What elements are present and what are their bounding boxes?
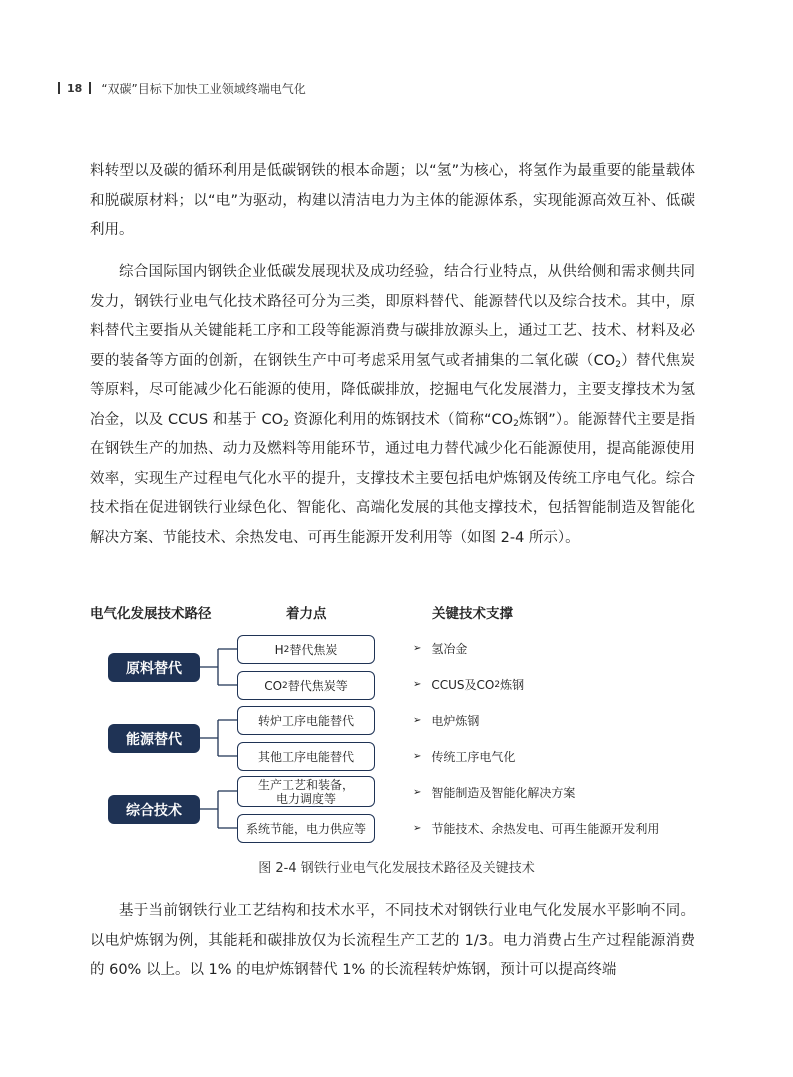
paragraph-2-part-d: 炼钢”）。能源替代主要是指在钢铁生产的加热、动力及燃料等用能环节，通过电力替代减少化石能源使用，提高能源使用效率，实现生产过程电气化水平的提升，支撑技术主要包括电炉炼钢及传统工序电气化。综合技术指在促进钢铁行业绿色化、智能化、高端化发展的其他支撑技术，包括智能制造及智能化解决方案、节能技术、余热发电、可再生能源开发利用等（如图 2-4 所示）。 (90, 411, 695, 546)
figure-caption: 图 2-4 钢铁行业电气化发展技术路径及关键技术 (258, 861, 535, 876)
category-raw-material: 原料替代 (108, 653, 200, 682)
tech-energy-saving-text: 节能技术、余热发电、可再生能源开发利用 (431, 822, 660, 836)
tech-traditional-text: 传统工序电气化 (431, 750, 516, 764)
paragraph-2-part-a: 综合国际国内钢铁企业低碳发展现状及成功经验，结合行业特点，从供给侧和需求侧共同发力，钢铁行业电气化技术路径可分为三类，即原料替代、能源替代以及综合技术。其中，原料替代主要指从关键能耗工序和工段等能源消费与碳排放源头上，通过工艺、技术、材料及必要的装备等方面的创新，在钢铁生产中可考虑采用氢气或者捕集的二氧化碳（CO (90, 264, 695, 369)
arrow-bullet-icon: ➢ (413, 751, 422, 762)
focus-co2-text: CO (264, 678, 283, 693)
focus-system-energy: 系统节能，电力供应等 (237, 814, 375, 843)
tech-traditional (413, 748, 515, 765)
tech-smart-manufacturing (413, 784, 575, 801)
header-tech-path: 电气化发展技术路径 (90, 606, 212, 622)
focus-process-equipment (237, 776, 375, 807)
tech-energy-saving (413, 820, 659, 837)
subscript-2: 2 (615, 359, 621, 370)
paragraph-3: 基于当前钢铁行业工艺结构和技术水平，不同技术对钢铁行业电气化发展水平影响不同。以电炉炼钢为例，其能耗和碳排放仅为长流程生产工艺的 1/3。电力消费占生产过程能源消费的 60% 以上。以 1% 的电炉炼钢替代 1% 的长流程转炉炼钢，预计可以提高终端 (90, 903, 695, 978)
paragraph-2-part-c: 资源化利用的炼钢技术（简称“CO (288, 411, 514, 428)
subscript-2: 2 (513, 418, 519, 429)
tech-eaf-text: 电炉炼钢 (431, 714, 480, 728)
focus-process-line1: 生产工艺和装备， (257, 777, 354, 792)
focus-process-line2: 电力调度等 (275, 791, 336, 806)
focus-co2-coke: CO 2 替代焦炭等 (237, 671, 375, 700)
focus-converter: 转炉工序电能替代 (237, 706, 375, 735)
paragraph-2-part-b: ）替代焦炭等原料，尽可能减少化石能源的使用，降低碳排放，挖掘电气化发展潜力，主要支撑技术为氢冶金，以及 CCUS 和基于 CO (90, 352, 695, 428)
arrow-bullet-icon: ➢ (413, 643, 422, 654)
tech-ccus: ➢ CCUS及CO 2 炼钢 (413, 678, 525, 692)
header-key-tech: 关键技术支撑 (432, 606, 513, 622)
paragraph-1: 料转型以及碳的循环利用是低碳钢铁的根本命题；以“氢”为核心，将氢作为最重要的能量载体和脱碳原材料；以“电”为驱动，构建以清洁电力为主体的能源体系，实现能源高效互补、低碳利用。 (90, 163, 695, 238)
arrow-bullet-icon: ➢ (413, 823, 422, 834)
subscript-2: 2 (283, 418, 289, 429)
focus-other-process: 其他工序电能替代 (237, 742, 375, 771)
header-title: “双碳”目标下加快工业领域终端电气化 (101, 81, 306, 96)
category-integrated: 综合技术 (108, 795, 200, 824)
header-focus: 着力点 (286, 606, 327, 622)
tech-ccus-text: CCUS及CO (431, 678, 495, 692)
arrow-bullet-icon: ➢ (413, 787, 422, 798)
focus-h2-coke: H 2 替代焦炭 (237, 635, 375, 664)
tech-ccus-text-b: 炼钢 (500, 678, 525, 692)
tech-smart-text: 智能制造及智能化解决方案 (431, 786, 576, 800)
arrow-bullet-icon: ➢ (413, 679, 422, 690)
focus-co2-text-b: 替代焦炭等 (287, 678, 348, 693)
arrow-bullet-icon: ➢ (413, 715, 422, 726)
category-energy: 能源替代 (108, 724, 200, 753)
tech-eaf (413, 712, 479, 729)
tech-hydrogen-metallurgy (413, 640, 467, 657)
tech-hydrogen-text: 氢冶金 (431, 642, 468, 656)
focus-h2-text: H (274, 642, 284, 657)
focus-h2-text-b: 替代焦炭 (289, 642, 338, 657)
page-number: 18 (67, 81, 83, 95)
